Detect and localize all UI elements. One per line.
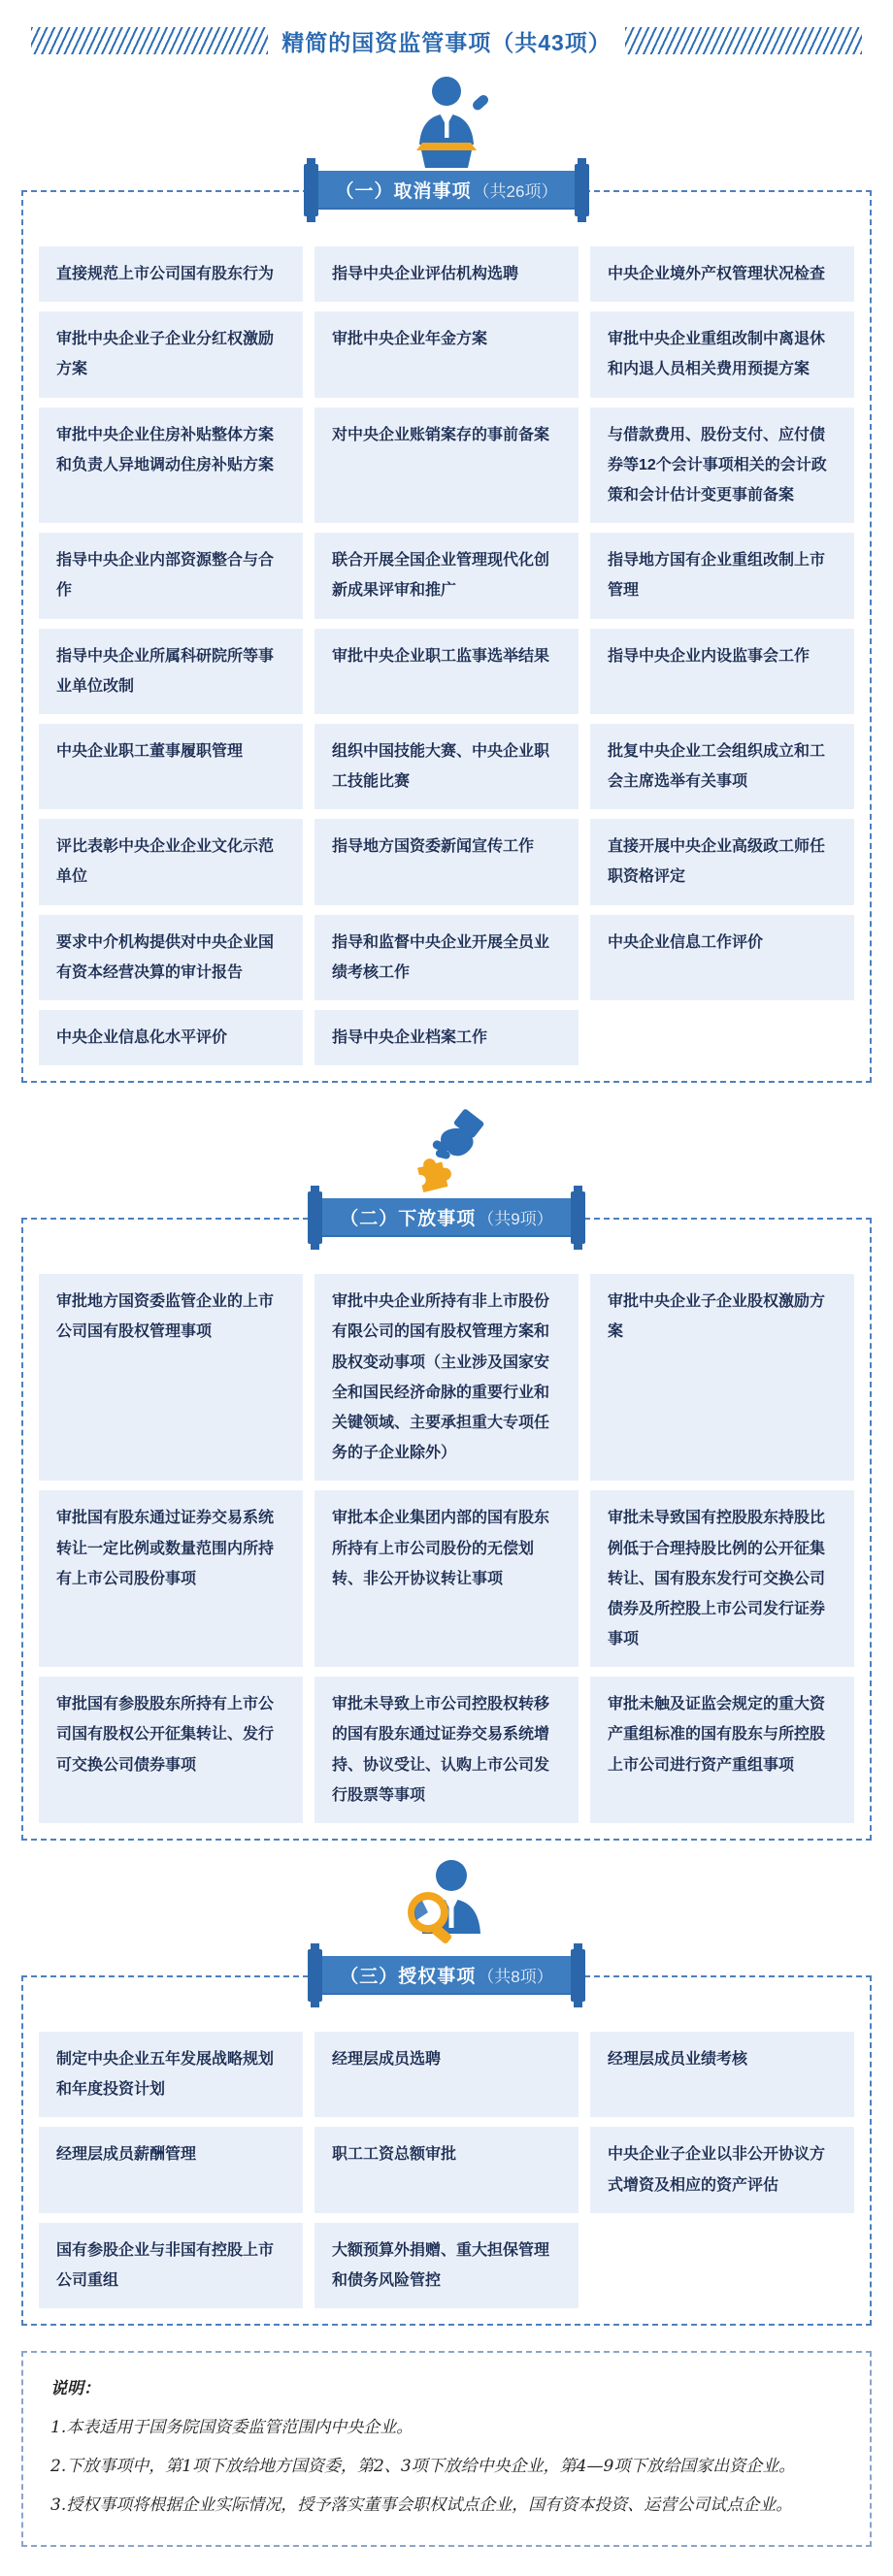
item-cell: 对中央企业账销案存的事前备案 [314,408,579,524]
item-cell: 经理层成员选聘 [314,2032,579,2117]
banner-title: （二）下放事项 [340,1208,477,1229]
item-cell: 审批中央企业年金方案 [314,311,579,397]
item-cell: 审批中央企业子企业股权激励方案 [590,1274,854,1481]
item-cell: 组织中国技能大赛、中央企业职工技能比赛 [314,724,579,809]
section-cancelled-items [0,75,893,1083]
item-cell: 直接开展中央企业高级政工师任职资格评定 [590,819,854,904]
item-cell: 审批中央企业所持有非上市股份有限公司的国有股权管理方案和股权变动事项（主业涉及国家安全和国民经济命脉的重要行业和关键领域、主要承担重大专项任务的子企业除外） [314,1274,579,1481]
banner-body [314,171,579,210]
item-cell: 联合开展全国企业管理现代化创新成果评审和推广 [314,533,579,618]
item-cell: 审批未导致上市公司控股权转移的国有股东通过证券交易系统增持、协议受让、认购上市公司发行股票等事项 [314,1677,579,1823]
item-cell: 指导中央企业评估机构选聘 [314,246,579,302]
section-authorized-items [0,1858,893,2326]
item-cell: 经理层成员业绩考核 [590,2032,854,2117]
item-cell: 指导地方国资委新闻宣传工作 [314,819,579,904]
item-cell: 审批中央企业职工监事选举结果 [314,629,579,714]
banner-count: （共8项） [478,1967,553,1986]
section-delegated-items [0,1100,893,1841]
header-stripe-right [625,27,862,54]
item-cell: 审批中央企业重组改制中离退休和内退人员相关费用预提方案 [590,311,854,397]
note-line: 3.授权事项将根据企业实际情况，授予落实董事会职权试点企业，国有资本投资、运营公司试点企业。 [50,2494,793,2515]
item-cell: 指导中央企业档案工作 [314,1010,579,1065]
item-cell: 审批地方国资委监管企业的上市公司国有股权管理事项 [39,1274,303,1481]
item-cell: 制定中央企业五年发展战略规划和年度投资计划 [39,2032,303,2117]
banner-count: （共9项） [478,1209,553,1228]
item-cell: 评比表彰中央企业企业文化示范单位 [39,819,303,904]
banner-title: （一）取消事项 [335,180,472,202]
notes-heading: 说明： [50,2379,100,2399]
item-cell: 审批国有股东通过证券交易系统转让一定比例或数量范围内所持有上市公司股份事项 [39,1490,303,1667]
banner-body [318,1198,574,1237]
item-cell: 国有参股企业与非国有控股上市公司重组 [39,2223,303,2308]
hand-puzzle-icon [0,1100,893,1201]
item-cell: 中央企业子企业以非公开协议方式增资及相应的资产评估 [590,2127,854,2212]
note-line: 2.下放事项中，第1项下放给地方国资委，第2、3项下放给中央企业，第4—9项下放给国家出资企业。 [50,2457,796,2476]
item-cell: 审批中央企业住房补贴整体方案和负责人异地调动住房补贴方案 [39,408,303,524]
item-cell: 指导中央企业内部资源整合与合作 [39,533,303,618]
item-cell: 批复中央企业工会组织成立和工会主席选举有关事项 [590,724,854,809]
empty-cell [590,2223,854,2308]
item-cell: 大额预算外捐赠、重大担保管理和债务风险管控 [314,2223,579,2308]
podium-speaker-icon [0,75,893,174]
note-line: 1.本表适用于国务院国资委监管范围内中央企业。 [50,2418,413,2438]
item-cell: 与借款费用、股份支付、应付债券等12个会计事项相关的会计政策和会计估计变更事前备案 [590,408,854,524]
item-cell: 审批未触及证监会规定的重大资产重组标准的国有股东与所控股上市公司进行资产重组事项 [590,1677,854,1823]
item-cell: 中央企业职工董事履职管理 [39,724,303,809]
item-cell: 中央企业境外产权管理状况检查 [590,246,854,302]
items-grid [39,246,854,1065]
item-cell: 中央企业信息化水平评价 [39,1010,303,1065]
section-box [21,190,872,1083]
banner-count: （共26项） [473,181,558,201]
section-box [21,1975,872,2326]
banner-body [318,1956,574,1995]
items-grid [39,2032,854,2308]
items-grid [39,1274,854,1823]
item-cell: 审批中央企业子企业分红权激励方案 [39,311,303,397]
page-title: 精简的国资监管事项（共43项） [281,29,612,55]
item-cell: 直接规范上市公司国有股东行为 [39,246,303,302]
item-cell: 审批未导致国有控股股东持股比例低于合理持股比例的公开征集转让、国有股东发行可交换公司债券及所控股上市公司发行证券事项 [590,1490,854,1667]
item-cell: 指导中央企业内设监事会工作 [590,629,854,714]
item-cell: 指导和监督中央企业开展全员业绩考核工作 [314,915,579,1000]
page-header [31,24,862,57]
notes-box [21,2351,872,2547]
section-box [21,1218,872,1841]
empty-cell [590,1010,854,1065]
item-cell: 要求中介机构提供对中央企业国有资本经营决算的审计报告 [39,915,303,1000]
item-cell: 审批国有参股股东所持有上市公司国有股权公开征集转让、发行可交换公司债券事项 [39,1677,303,1823]
banner-title: （三）授权事项 [340,1966,477,1987]
item-cell: 指导中央企业所属科研院所等事业单位改制 [39,629,303,714]
item-cell: 职工工资总额审批 [314,2127,579,2212]
item-cell: 经理层成员薪酬管理 [39,2127,303,2212]
magnifier-person-icon [0,1858,893,1959]
item-cell: 指导地方国有企业重组改制上市管理 [590,533,854,618]
item-cell: 审批本企业集团内部的国有股东所持有上市公司股份的无偿划转、非公开协议转让事项 [314,1490,579,1667]
header-stripe-left [31,27,268,54]
item-cell: 中央企业信息工作评价 [590,915,854,1000]
